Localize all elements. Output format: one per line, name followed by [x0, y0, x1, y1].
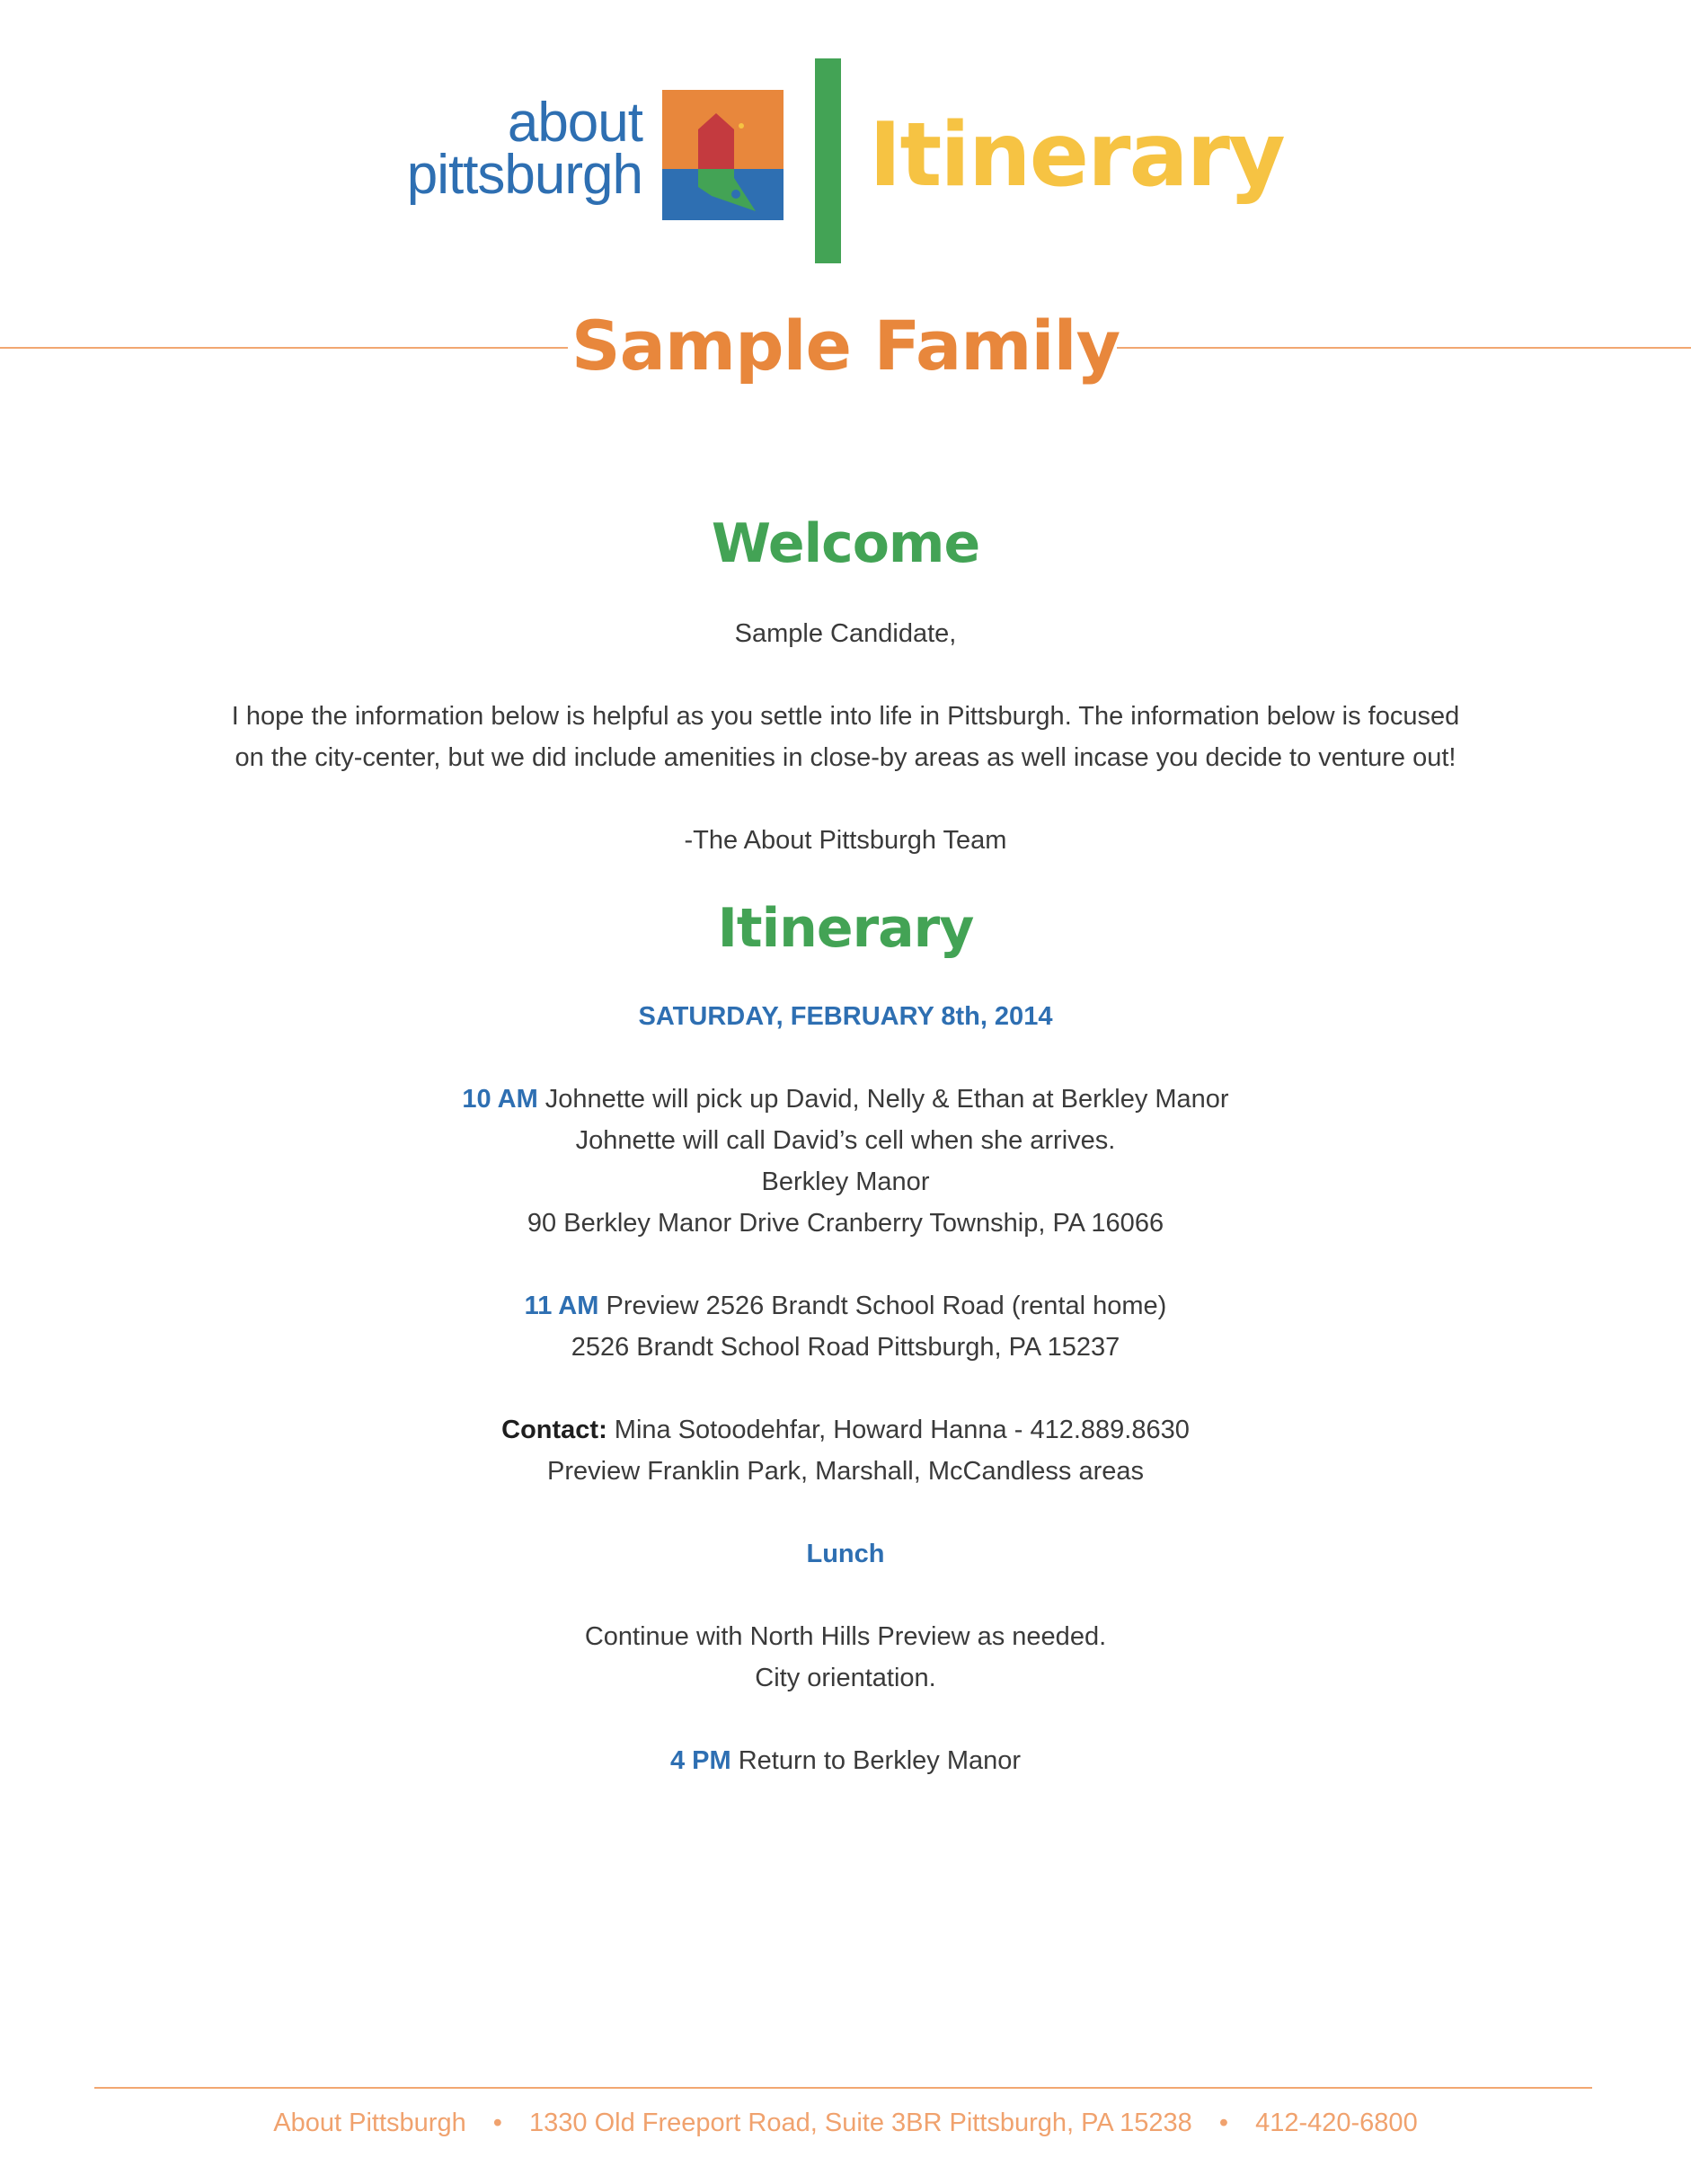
contact-text: Mina Sotoodehfar, Howard Hanna - 412.889.8630 [614, 1416, 1190, 1444]
entry-10am-line4: 90 Berkley Manor Drive Cranberry Township, PA 16066 [527, 1209, 1164, 1238]
footer-address: 1330 Old Freeport Road, Suite 3BR Pittsburgh, PA 15238 [529, 2109, 1192, 2137]
continue-line2: City orientation. [755, 1664, 936, 1692]
welcome-greeting: Sample Candidate, [734, 619, 957, 648]
logo-line-about: about [507, 92, 642, 154]
contact-line2: Preview Franklin Park, Marshall, McCandless areas [547, 1457, 1144, 1486]
header-divider-bar [815, 58, 841, 263]
entry-11am [0, 1285, 1691, 1327]
contact-line [0, 1409, 1691, 1451]
welcome-body-line1: I hope the information below is helpful as you settle into life in Pittsburgh. The information below is focused [231, 702, 1460, 731]
itinerary-content [0, 503, 1691, 1781]
footer-separator: • [492, 2109, 502, 2137]
entry-10am [0, 1079, 1691, 1120]
entry-11am-line2: 2526 Brandt School Road Pittsburgh, PA 15237 [571, 1333, 1120, 1362]
contact-label: Contact: [501, 1416, 607, 1444]
entry-11am-text: Preview 2526 Brandt School Road (rental home) [606, 1292, 1167, 1320]
entry-10am-time: 10 AM [462, 1085, 538, 1114]
entry-4pm-text: Return to Berkley Manor [738, 1746, 1022, 1775]
logo-line-pittsburgh: pittsburgh [406, 144, 642, 206]
footer-company: About Pittsburgh [273, 2109, 466, 2137]
family-name: Sample Family [571, 306, 1120, 386]
entry-4pm-time: 4 PM [669, 1746, 731, 1775]
lunch-label: Lunch [806, 1540, 885, 1568]
welcome-signoff: -The About Pittsburgh Team [684, 826, 1007, 855]
entry-10am-line3: Berkley Manor [761, 1167, 930, 1196]
itinerary-heading: Itinerary [717, 897, 974, 960]
logo-mark-icon [662, 90, 784, 220]
welcome-body-line2: on the city-center, but we did include amenities in close-by areas as well incase you decide to venture out! [235, 743, 1456, 772]
footer-rule [94, 2087, 1592, 2089]
itinerary-date: SATURDAY, FEBRUARY 8th, 2014 [638, 1002, 1053, 1031]
entry-11am-time: 11 AM [524, 1292, 599, 1320]
entry-10am-line2: Johnette will call David’s cell when she arrives. [575, 1126, 1116, 1155]
footer-phone: 412-420-6800 [1255, 2109, 1418, 2137]
header-title: Itinerary [869, 104, 1284, 207]
welcome-heading: Welcome [711, 512, 980, 575]
footer [0, 2105, 1691, 2141]
logo-wordmark [341, 92, 642, 206]
entry-4pm [0, 1740, 1691, 1781]
footer-separator: • [1218, 2109, 1229, 2137]
continue-line1: Continue with North Hills Preview as needed. [584, 1622, 1107, 1651]
entry-10am-text: Johnette will pick up David, Nelly & Ethan at Berkley Manor [544, 1085, 1229, 1114]
